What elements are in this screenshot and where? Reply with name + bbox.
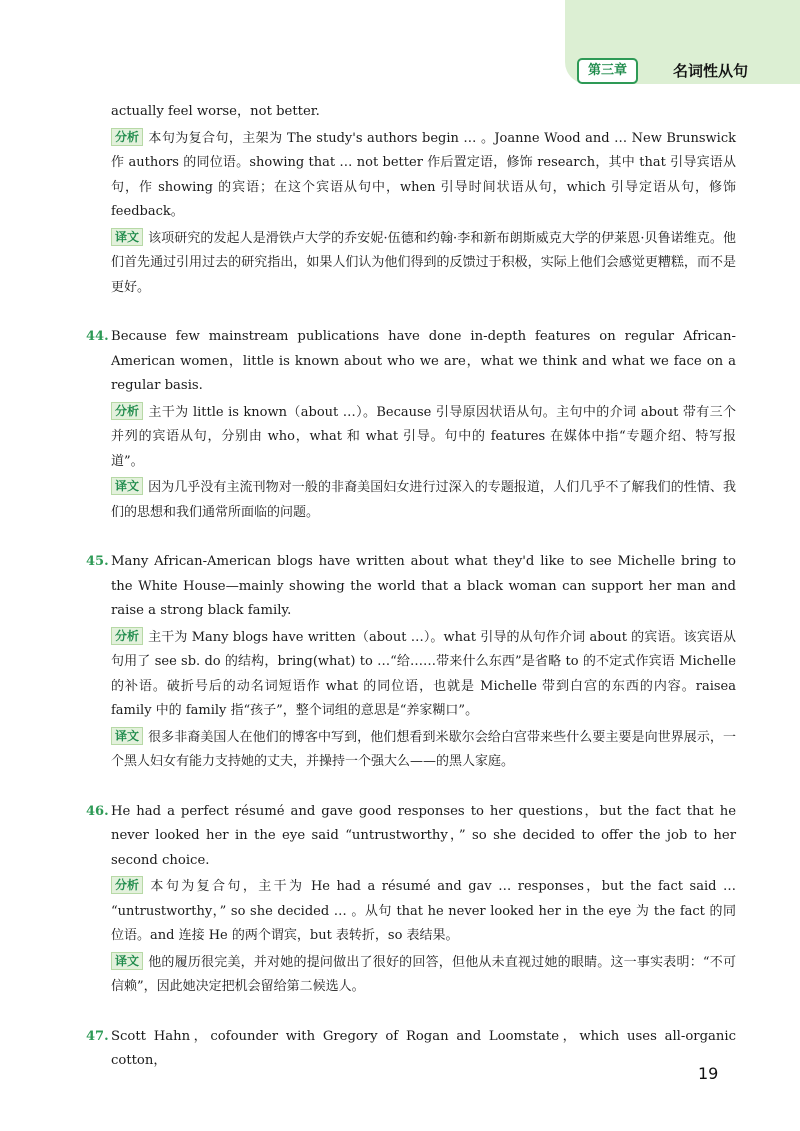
analysis-text: 主干为 little is known（about …）。Because 引导原因状语从句。主句中的介词 about 带有三个并列的宾语从句，分别由 who，what 和 what 引导。句中的 features 在媒体中指“专题介绍、特写报道”。	[111, 404, 736, 469]
exercise-item-45	[86, 550, 736, 775]
item-number: 44.	[86, 329, 109, 344]
chapter-header-tab	[565, 0, 800, 84]
chapter-label: 第三章	[577, 58, 638, 84]
analysis-block	[86, 626, 736, 724]
english-sentence	[86, 550, 736, 624]
english-sentence	[86, 100, 736, 125]
exercise-item-47	[86, 1025, 736, 1074]
item-number: 46.	[86, 803, 109, 819]
exercise-item-44	[86, 325, 736, 525]
translation-block	[86, 951, 736, 1000]
translation-block	[86, 726, 736, 775]
analysis-tag: 分析	[111, 128, 143, 146]
exercise-item-46	[86, 800, 736, 1000]
analysis-tag: 分析	[111, 627, 143, 645]
english-sentence	[86, 800, 736, 874]
analysis-block	[86, 875, 736, 949]
sentence-text: Scott Hahn，cofounder with Gregory of Rogan and Loomstate，which uses all-organic cotton，	[111, 1028, 736, 1068]
item-number: 47.	[86, 1028, 109, 1044]
english-sentence	[86, 1025, 736, 1074]
translation-block	[86, 227, 736, 301]
page-number: 19	[698, 1064, 719, 1083]
translation-text: 该项研究的发起人是滑铁卢大学的乔安妮·伍德和约翰·李和新布朗斯威克大学的伊莱恩·贝鲁诺维克。他们首先通过引用过去的研究指出，如果人们认为他们得到的反馈过于积极，实际上他们会感觉更糟糕，而不是更好。	[111, 230, 736, 295]
analysis-tag: 分析	[111, 876, 143, 894]
section-title: 名词性从句	[673, 62, 749, 80]
translation-tag: 译文	[111, 952, 143, 970]
item-number: 45.	[86, 554, 109, 569]
analysis-text: 本句为复合句，主架为 The study's authors begin … 。Joanne Wood and … New Brunswick 作 authors 的同位语。showing that … not better 作后置定语，修饰 research，其中 that 引导宾语从句，作 showing 的宾语；在这个宾语从句中，when 引导时间状语从句，which 引导定语从句，修饰 feedback。	[111, 130, 736, 219]
translation-tag: 译文	[111, 727, 143, 745]
translation-tag: 译文	[111, 228, 143, 246]
analysis-block	[86, 401, 736, 475]
english-sentence	[86, 325, 736, 399]
translation-text: 他的履历很完美，并对她的提问做出了很好的回答，但他从未直视过她的眼睛。这一事实表明：“不可信赖”，因此她决定把机会留给第二候选人。	[111, 954, 736, 994]
sentence-text: Many African-American blogs have written about what they'd like to see Michelle bring to the White House—mainly showing the world that a black woman can support her man and raise a strong black family.	[111, 554, 736, 618]
page-content	[86, 100, 736, 1099]
sentence-text: actually feel worse，not better.	[111, 104, 320, 119]
sentence-text: Because few mainstream publications have done in-depth features on regular African-American women，little is known about who we are，what we think and what we face on a regular basis.	[111, 329, 736, 393]
exercise-item-43-continued	[86, 100, 736, 300]
translation-text: 因为几乎没有主流刊物对一般的非裔美国妇女进行过深入的专题报道，人们几乎不了解我们的性情、我们的思想和我们通常所面临的问题。	[111, 480, 736, 520]
analysis-text: 本句为复合句，主干为 He had a résumé and gav … responses，but the fact said … “untrustworthy，” so she decided … 。从句 that he never looked her in the eye 为 the fact 的同位语。and 连接 He 的两个谓宾，but 表转折，so 表结果。	[111, 879, 736, 943]
translation-block	[86, 476, 736, 525]
analysis-block	[86, 127, 736, 225]
translation-tag: 译文	[111, 477, 143, 495]
analysis-text: 主干为 Many blogs have written（about …）。what 引导的从句作介词 about 的宾语。该宾语从句用了 see sb. do 的结构，bring(what) to …“给……带来什么东西”是省略 to 的不定式作宾语 Michelle 的补语。破折号后的动名词短语作 what 的同位语，也就是 Michelle 带到白宫的东西的内容。raisea family 中的 family 指“孩子”，整个词组的意思是“养家糊口”。	[111, 629, 736, 718]
translation-text: 很多非裔美国人在他们的博客中写到，他们想看到米歇尔会给白宫带来些什么要主要是向世界展示，一个黑人妇女有能力支持她的丈夫，并操持一个强大么——的黑人家庭。	[111, 729, 736, 769]
analysis-tag: 分析	[111, 402, 143, 420]
sentence-text: He had a perfect résumé and gave good responses to her questions，but the fact that he never looked her in the eye said “untrustworthy，” so she decided to offer the job to her second choice.	[111, 803, 736, 868]
